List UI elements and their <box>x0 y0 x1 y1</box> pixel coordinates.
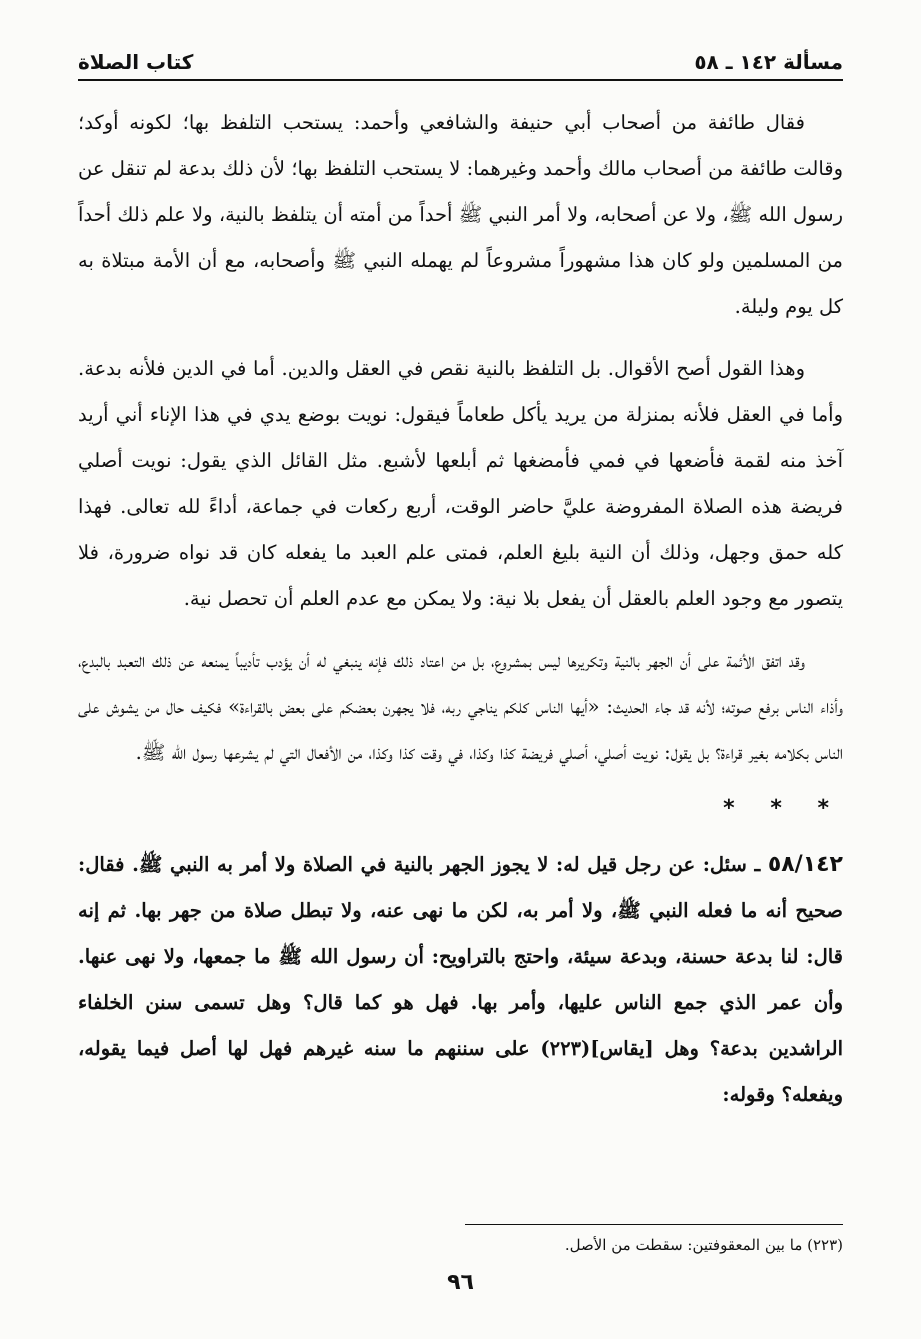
paragraph-2: وهذا القول أصح الأقوال. بل التلفظ بالنية نقص في العقل والدين. أما في الدين فلأنه بدعة. وأما في العقل فلأنه بمنزلة من يريد يأكل طعاماً فيقول: نويت بوضع يدي في هذا الإناء أني أريد آخذ منه لقمة فأضعها في فمي فأمضغها ثم أبلعها لأشبع. مثل القائل الذي يقول: نويت أصلي فريضة هذه الصلاة المفروضة عليَّ حاضر الوقت، أربع ركعات في جماعة، أداءً لله تعالى. فهذا كله حمق وجهل، وذلك أن النية بليغ العلم، فمتى علم العبد ما يفعله كان قد نواه ضرورة، فلا يتصور مع وجود العلم بالعقل أن يفعل بلا نية: ولا يمكن مع عدم العلم أن تحصل نية. <box>78 357 843 610</box>
question-paragraph <box>78 842 843 1118</box>
header-question-number: مسألة ١٤٢ ـ ٥٨ <box>694 50 843 74</box>
paragraph-3: وقد اتفق الأئمة على أن الجهر بالنية وتكريرها ليس بمشروع، بل من اعتاد ذلك فإنه ينبغي له أن يؤدب تأديباً يمنعه عن ذلك التعبد بالبدع، وأذاء الناس برفع صوته؛ لأنه قد جاء الحديث: «أيها الناس كلكم يناجي ربه، فلا يجهرن بعضكم على بعض بالقراءة» فكيف حال من يشوش على الناس بكلامه بغير قراءة؟ بل يقول: نويت أصلي، أصلي فريضة كذا وكذا، في وقت كذا وكذا، من الأفعال التي لم يشرعها رسول الله ﷺ. <box>78 649 843 764</box>
footnote-rule <box>465 1224 843 1225</box>
running-header <box>78 38 843 74</box>
header-book-title: كتاب الصلاة <box>78 50 194 74</box>
section-separator: * * * <box>723 796 843 821</box>
question-number: ٥٨/١٤٢ <box>767 852 843 877</box>
paragraph-1: فقال طائفة من أصحاب أبي حنيفة والشافعي وأحمد: يستحب التلفظ بها؛ لكونه أوكد؛ وقالت طائفة من أصحاب مالك وأحمد وغيرهما: لا يستحب التلفظ بها؛ لأن ذلك بدعة لم تنقل عن رسول الله ﷺ، ولا عن أصحابه، ولا أمر النبي ﷺ أحداً من أمته أن يتلفظ بالنية، ولا علم ذلك أحداً من المسلمين ولو كان هذا مشهوراً مشروعاً لم يهمله النبي ﷺ وأصحابه، مع أن الأمة مبتلاة به كل يوم وليلة. <box>78 111 843 318</box>
question-text: ـ سئل: عن رجل قيل له: لا يجوز الجهر بالنية في الصلاة ولا أمر به النبي ﷺ. فقال: صحيح أنه ما فعله النبي ﷺ، ولا أمر به، لكن ما نهى عنه، ولا تبطل صلاة من جهر بها. ثم إنه قال: لنا بدعة حسنة، وبدعة سيئة، واحتج بالتراويح: أن رسول الله ﷺ ما جمعها، ولا نهى عنها. وأن عمر الذي جمع الناس عليها، وأمر بها. فهل هو كما قال؟ وهل تسمى سنن الخلفاء الراشدين بدعة؟ وهل [يقاس](٢٢٣) على سننهم ما سنه غيرهم فهل لها أصل فيما يقوله، ويفعله؟ وقوله: <box>78 853 843 1106</box>
header-rule <box>78 79 843 81</box>
footnote: (٢٢٣) ما بين المعقوفتين: سقطت من الأصل. <box>564 1236 843 1254</box>
page-body <box>78 100 843 1118</box>
page-number: ٩٦ <box>447 1270 474 1295</box>
